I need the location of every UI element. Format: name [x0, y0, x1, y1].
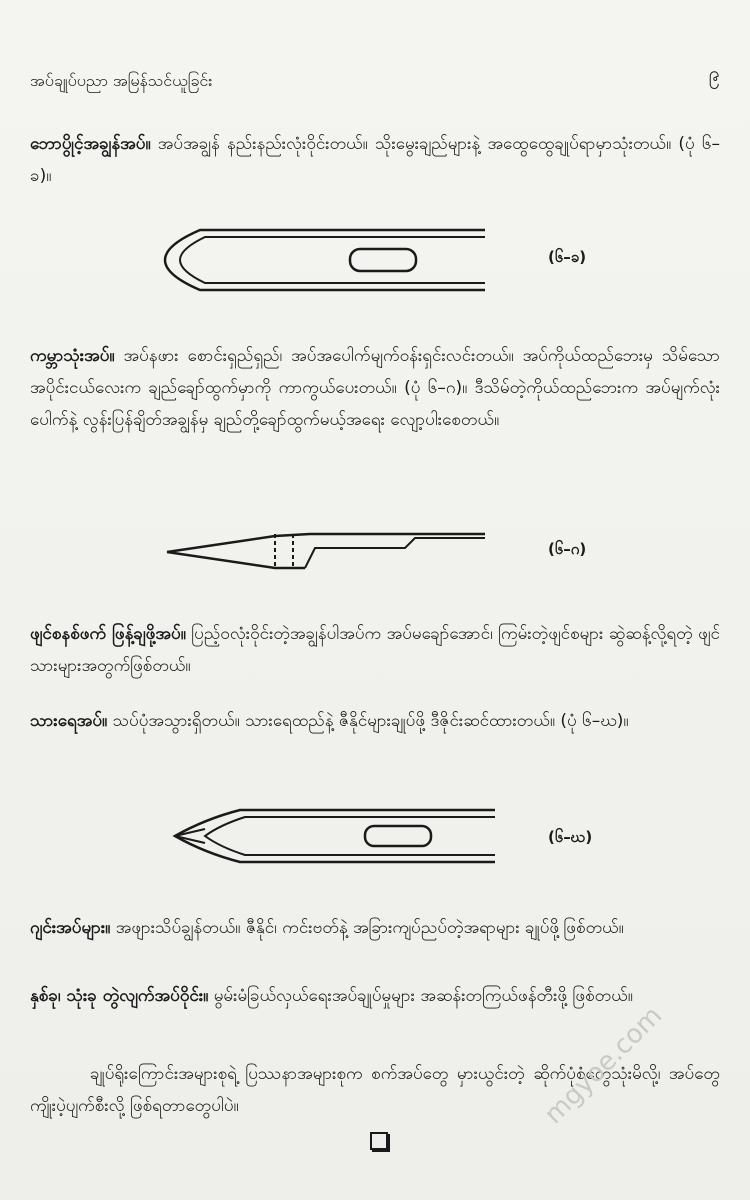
- term-knit-needle: ဖျင်စနစ်ဖက် ဖြန့်ချဖို့အပ်။: [30, 624, 186, 644]
- paragraph-jeans-needle: [30, 912, 720, 944]
- paragraph-conclusion: ချုပ်ရိုးကြောင်းအများစုရဲ့ ပြဿနာအများစုက စက်အပ်တွေ မှားယွင်းတဲ့ ဆိုက်ပုံစံတွေသုံးမိလို့၊ အပ်တွေ ကျိုးပဲ့ပျက်စီးလို့ ဖြစ်ရတာတွေပါပဲ။: [30, 1064, 720, 1116]
- paragraph-text: သပ်ပုံအသွားရှိတယ်။ သားရေထည်နဲ့ ဇီနိုင်များချုပ်ဖို့ ဒီဇိုင်းဆင်ထားတယ်။ (ပုံ ၆–ဃ)။: [107, 711, 629, 731]
- term-leather-needle: သားရေအပ်။: [30, 711, 108, 731]
- paragraph-text: အဖျားသိပ်ချွန်တယ်။ ဇီနိုင်၊ ကင်းဗတ်နဲ့ အခြားကျပ်ညပ်တဲ့အရာများ ချုပ်ဖို့ဖြစ်တယ်။: [110, 918, 624, 938]
- paragraph-knit-needle: [30, 618, 720, 682]
- term-ballpoint-needle: ဘောပွိုင့်အချွန်အပ်။: [30, 134, 151, 154]
- end-of-section-icon: [370, 1132, 388, 1150]
- watermark: mgyoe.com: [538, 1000, 669, 1130]
- page-number: ၉: [708, 61, 720, 85]
- paragraph-text: အပ်အချွန် နည်းနည်းလုံးဝိုင်းတယ်။ သိုးမွေးချည်များနဲ့ အထွေထွေချုပ်ရာမှာသုံးတယ်။ (ပုံ ၆–ခ)။: [30, 134, 720, 186]
- figure-leather-needle: [170, 805, 500, 867]
- figure-universal-needle: [165, 528, 490, 572]
- running-header: အပ်ချုပ်ပညာ အမြန်သင်ယူခြင်း: [30, 71, 213, 90]
- figure-ballpoint-needle: [160, 225, 490, 295]
- figure-label-6g: (၆–ဂ): [548, 540, 587, 558]
- term-jeans-needle: ဂျင်းအပ်များ။: [30, 918, 111, 938]
- paragraph-text: ပြည့်ဝလုံးဝိုင်းတဲ့အချွန်ပါအပ်က အပ်မချော်အောင်၊ ကြမ်းတဲ့ဖျင်စများ ဆွဲဆန့်လို့ရတဲ့ ဖျင်သားများအတွက်ဖြစ်တယ်။: [30, 624, 720, 676]
- figure-label-6gh: (၆–ဃ): [548, 828, 593, 846]
- paragraph-text: အပ်နဖား စောင်းရှည်ရှည်၊ အပ်အပေါက်မျက်ဝန်းရှင်းလင်းတယ်။ အပ်ကိုယ်ထည်ဘေးမှ သိမ်သောအပိုင်းငယ်လေးက ချည်ချော်ထွက်မှာကို ကာကွယ်ပေးတယ်။ (ပုံ ၆–ဂ)။ ဒီသိမ်တဲ့ကိုယ်ထည်ဘေးက အပ်မျက်လုံးပေါက်နဲ့ လွန်းပြန်ချိတ်အချွန်မှ ချည်တို့ချော်ထွက်မယ့်အရေး လျော့ပါးစေတယ်။: [30, 346, 720, 430]
- paragraph-ballpoint-needle: [30, 128, 720, 192]
- paragraph-leather-needle: [30, 705, 720, 737]
- figure-label-6b: (၆–ခ): [548, 248, 587, 266]
- paragraph-universal-needle: [30, 340, 720, 436]
- paragraph-text: မွမ်းမံခြယ်လှယ်ရေးအပ်ချုပ်မှုများ အဆန်းတကြယ်ဖန်တီးဖို့ ဖြစ်တယ်။: [208, 986, 633, 1006]
- term-twin-needle: နှစ်ခု၊ သုံးခု တွဲလျက်အပ်ဝိုင်း။: [30, 986, 209, 1006]
- paragraph-twin-needle: [30, 980, 720, 1012]
- term-universal-needle: ကမ္ဘာသုံးအပ်။: [30, 346, 115, 366]
